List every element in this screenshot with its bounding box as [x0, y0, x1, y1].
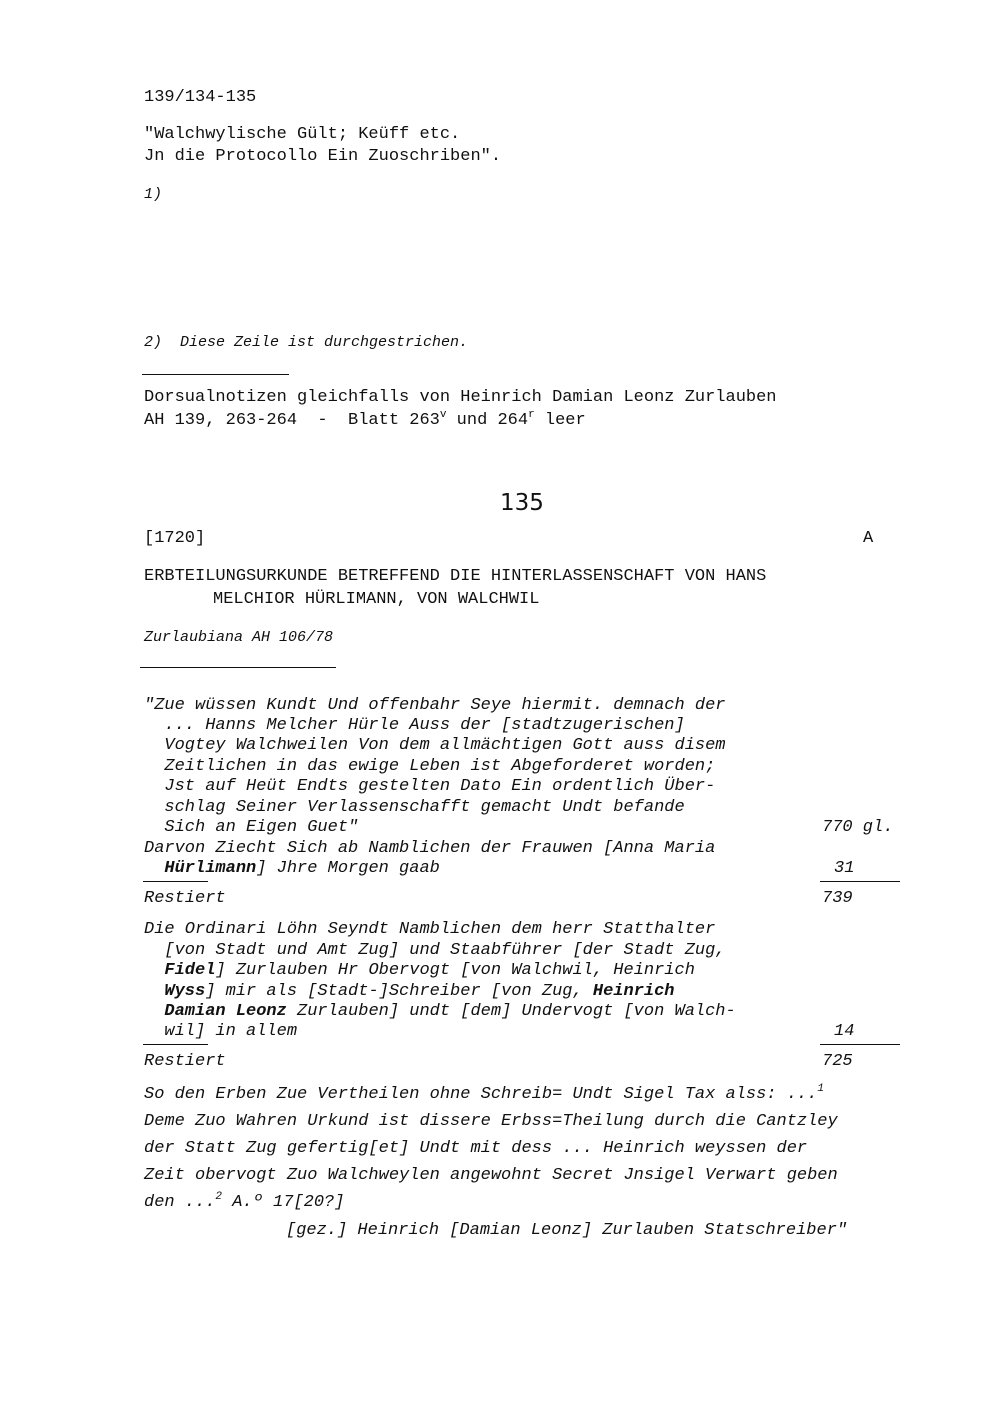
text-line: Darvon Ziecht Sich ab Namblichen der Frauwen [Anna Maria: [144, 839, 716, 858]
amount-deduction-1: 31: [834, 859, 855, 878]
document-date: [1720]: [144, 529, 206, 548]
title-line-2: MELCHIOR HÜRLIMANN, VON WALCHWIL: [213, 590, 540, 609]
separator-rule: [142, 374, 289, 375]
text-line: Wyss] mir als [Stadt-]Schreiber [von Zug, Heinrich: [164, 982, 675, 1001]
text-line: Zeitlichen in das ewige Leben ist Abgeforderet worden;: [144, 757, 716, 776]
dorsal-line-2: AH 139, 263-264 - Blatt 263$^v$ und 264$^r$ leer: [144, 409, 586, 430]
text-line: Die Ordinari Löhn Seyndt Namblichen dem herr Statthalter: [144, 920, 716, 939]
footnote-ref-2: 2: [215, 1191, 223, 1203]
text-line: ... Hanns Melcher Hürle Auss der [stadtzugerischen]: [144, 716, 685, 735]
footnote-1-mark: 1): [144, 186, 163, 203]
restiert-label: Restiert: [144, 1052, 226, 1071]
dorsal-line-1: Dorsualnotizen gleichfalls von Heinrich Damian Leonz Zurlauben: [144, 388, 777, 407]
title-line-1: ERBTEILUNGSURKUNDE BETREFFEND DIE HINTERLASSENSCHAFT VON HANS: [144, 567, 767, 586]
amount-deduction-2: 14: [834, 1022, 855, 1041]
underline: [143, 881, 208, 882]
text-line: Sich an Eigen Guet": [144, 818, 359, 837]
footnote-2: 2) Diese Zeile ist durchgestrichen.: [144, 334, 469, 351]
document-letter: A: [863, 529, 874, 548]
text-line: So den Erben Zue Vertheilen ohne Schreib= Undt Sigel Tax alss: ...$^1$: [144, 1083, 824, 1104]
sum-rule: [820, 1044, 900, 1045]
superscript-r: r: [528, 409, 535, 421]
amount-remaining-1: 739: [822, 889, 853, 908]
text-line: schlag Seiner Verlassenschafft gemacht Undt befande: [144, 798, 685, 817]
sum-rule: [820, 881, 900, 882]
text-line: Jst auf Heüt Endts gestelten Dato Ein ordentlich Über-: [144, 777, 716, 796]
separator-rule: [140, 667, 336, 668]
text-line: Damian Leonz Zurlauben] undt [dem] Undervogt [von Walch-: [164, 1002, 736, 1021]
text-line: [von Stadt und Amt Zug] und Staabführer [der Stadt Zug,: [144, 941, 726, 960]
superscript-v: v: [439, 409, 447, 421]
text-line: Zeit obervogt Zuo Walchweylen angewohnt Secret Jnsigel Verwart geben: [144, 1166, 838, 1185]
amount-total: 770 gl.: [822, 818, 894, 837]
underline: [143, 1044, 208, 1045]
reference-number: 139/134-135: [144, 88, 257, 107]
text-line: Fidel] Zurlauben Hr Obervogt [von Walchwil, Heinrich: [164, 961, 695, 980]
quote-line-2: Jn die Protocollo Ein Zuoschriben".: [144, 147, 502, 166]
restiert-label: Restiert: [144, 889, 226, 908]
amount-remaining-2: 725: [822, 1052, 853, 1071]
text-line: "Zue wüssen Kundt Und offenbahr Seye hiermit. demnach der: [144, 696, 726, 715]
footnote-ref-1: 1: [817, 1083, 824, 1095]
document-number: 135: [500, 490, 544, 516]
text-line: der Statt Zug gefertig[et] Undt mit dess ... Heinrich weyssen der: [144, 1139, 808, 1158]
source-reference: Zurlaubiana AH 106/78: [144, 629, 334, 646]
text-line: Deme Zuo Wahren Urkund ist dissere Erbss=Theilung durch die Cantzley: [144, 1112, 838, 1131]
text-line: den ...$^2$ A.º 17[20?]: [144, 1191, 345, 1212]
text-line: Vogtey Walchweilen Von dem allmächtigen Gott auss disem: [144, 736, 726, 755]
text-line: wil] in allem: [144, 1022, 298, 1041]
signature-line: [gez.] Heinrich [Damian Leonz] Zurlauben Statschreiber": [286, 1221, 848, 1240]
text-line: Hürlimann] Jhre Morgen gaab: [164, 859, 440, 878]
quote-line-1: "Walchwylische Gült; Keüff etc.: [144, 125, 461, 144]
